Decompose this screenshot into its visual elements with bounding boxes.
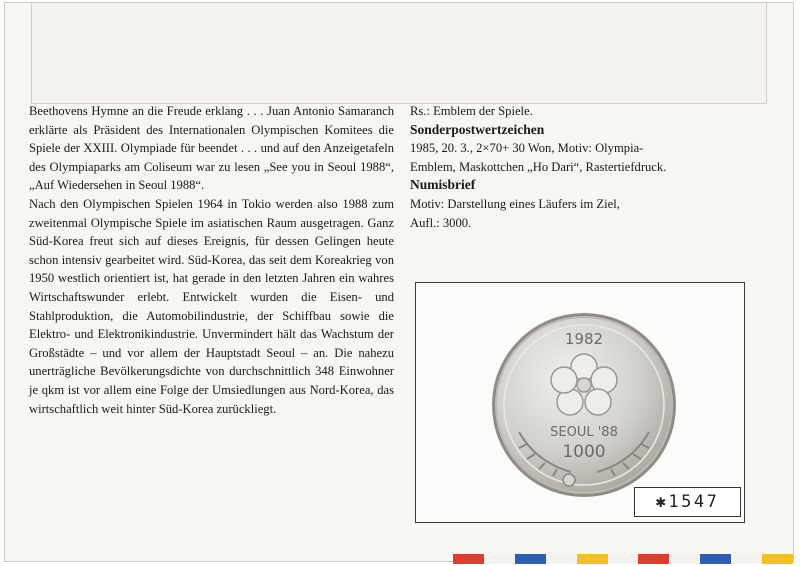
history-paragraph-1: Beethovens Hymne an die Freude erklang . . . Juan Antonio Samaranch erklärte als Präsident des Internationalen Olympischen Komitees die Spiele der XXIII. Olympiade für beendet . . . und auf den Anzeigetafeln des Olympiaparks am Coliseum war zu lesen „See you in Seoul 1988“, „Auf Wiedersehen in Seoul 1988“. xyxy=(29,104,394,193)
coin-city: SEOUL '88 xyxy=(550,425,618,440)
stripe-segment xyxy=(484,554,515,564)
history-paragraph-2: Nach den Olympischen Spielen 1964 in Tokio werden also 1988 zum zweitenmal Olympische Spiele im asiatischen Raum ausgetragen. Ganz Süd-Korea freut sich auf dieses Ereignis, für dessen Gelingen heute schon intensiv gearbeitet wird. Süd-Korea, das seit dem Koreakrieg von 1950 westlich orientiert ist, hat gerade in den letzten Jahren ein wahres Wirtschaftswunder erlebt. Entwickelt wurden die Eisen- und Stahlproduktion, die Automobilindustrie, der Schiffbau sowie die Elektro- und Elektronikindustrie. Unvermindert hält das Wachstum der Großstädte – und vor allem der Hauptstadt Seoul – an. Die nahezu unerträgliche Bevölkerungsdichte von durchschnittlich 348 Einwohner je qkm ist vor allem eine Folge der Umsiedlungen aus Nord-Korea, das wirtschaftlich weit hinter Süd-Korea zurückliegt. xyxy=(29,196,394,416)
coin xyxy=(491,312,677,498)
numisbrief-detail-2: Aufl.: 3000. xyxy=(410,215,472,230)
airmail-stripes xyxy=(453,554,793,564)
stripe-segment xyxy=(546,554,577,564)
coin-year: 1982 xyxy=(564,330,604,348)
numisbrief-detail-1: Motiv: Darstellung eines Läufers im Ziel, xyxy=(410,196,620,211)
envelope-flap xyxy=(31,3,767,104)
stripe-segment xyxy=(515,554,546,564)
stamp-detail-2: Emblem, Maskottchen „Ho Dari“, Rastertiefdruck. xyxy=(410,159,667,174)
stripe-segment xyxy=(453,554,484,564)
numisbrief-heading: Numisbrief xyxy=(410,177,476,193)
details-column xyxy=(410,102,746,232)
coin-denomination: 1000 xyxy=(562,442,606,462)
stripe-segment xyxy=(577,554,608,564)
serial-number: ✱1547 xyxy=(634,487,741,517)
history-text-column xyxy=(29,102,394,418)
stamp-heading: Sonderpostwertzeichen xyxy=(410,121,545,137)
stripe-segment xyxy=(762,554,793,564)
stripe-segment xyxy=(700,554,731,564)
stripe-segment xyxy=(731,554,762,564)
stripe-segment xyxy=(669,554,700,564)
reverse-description: Rs.: Emblem der Spiele. xyxy=(410,104,533,118)
stripe-segment xyxy=(638,554,669,564)
coin-svg xyxy=(491,312,677,498)
stamp-detail-1: 1985, 20. 3., 2×70+ 30 Won, Motiv: Olympia- xyxy=(410,141,644,156)
stripe-segment xyxy=(608,554,639,564)
